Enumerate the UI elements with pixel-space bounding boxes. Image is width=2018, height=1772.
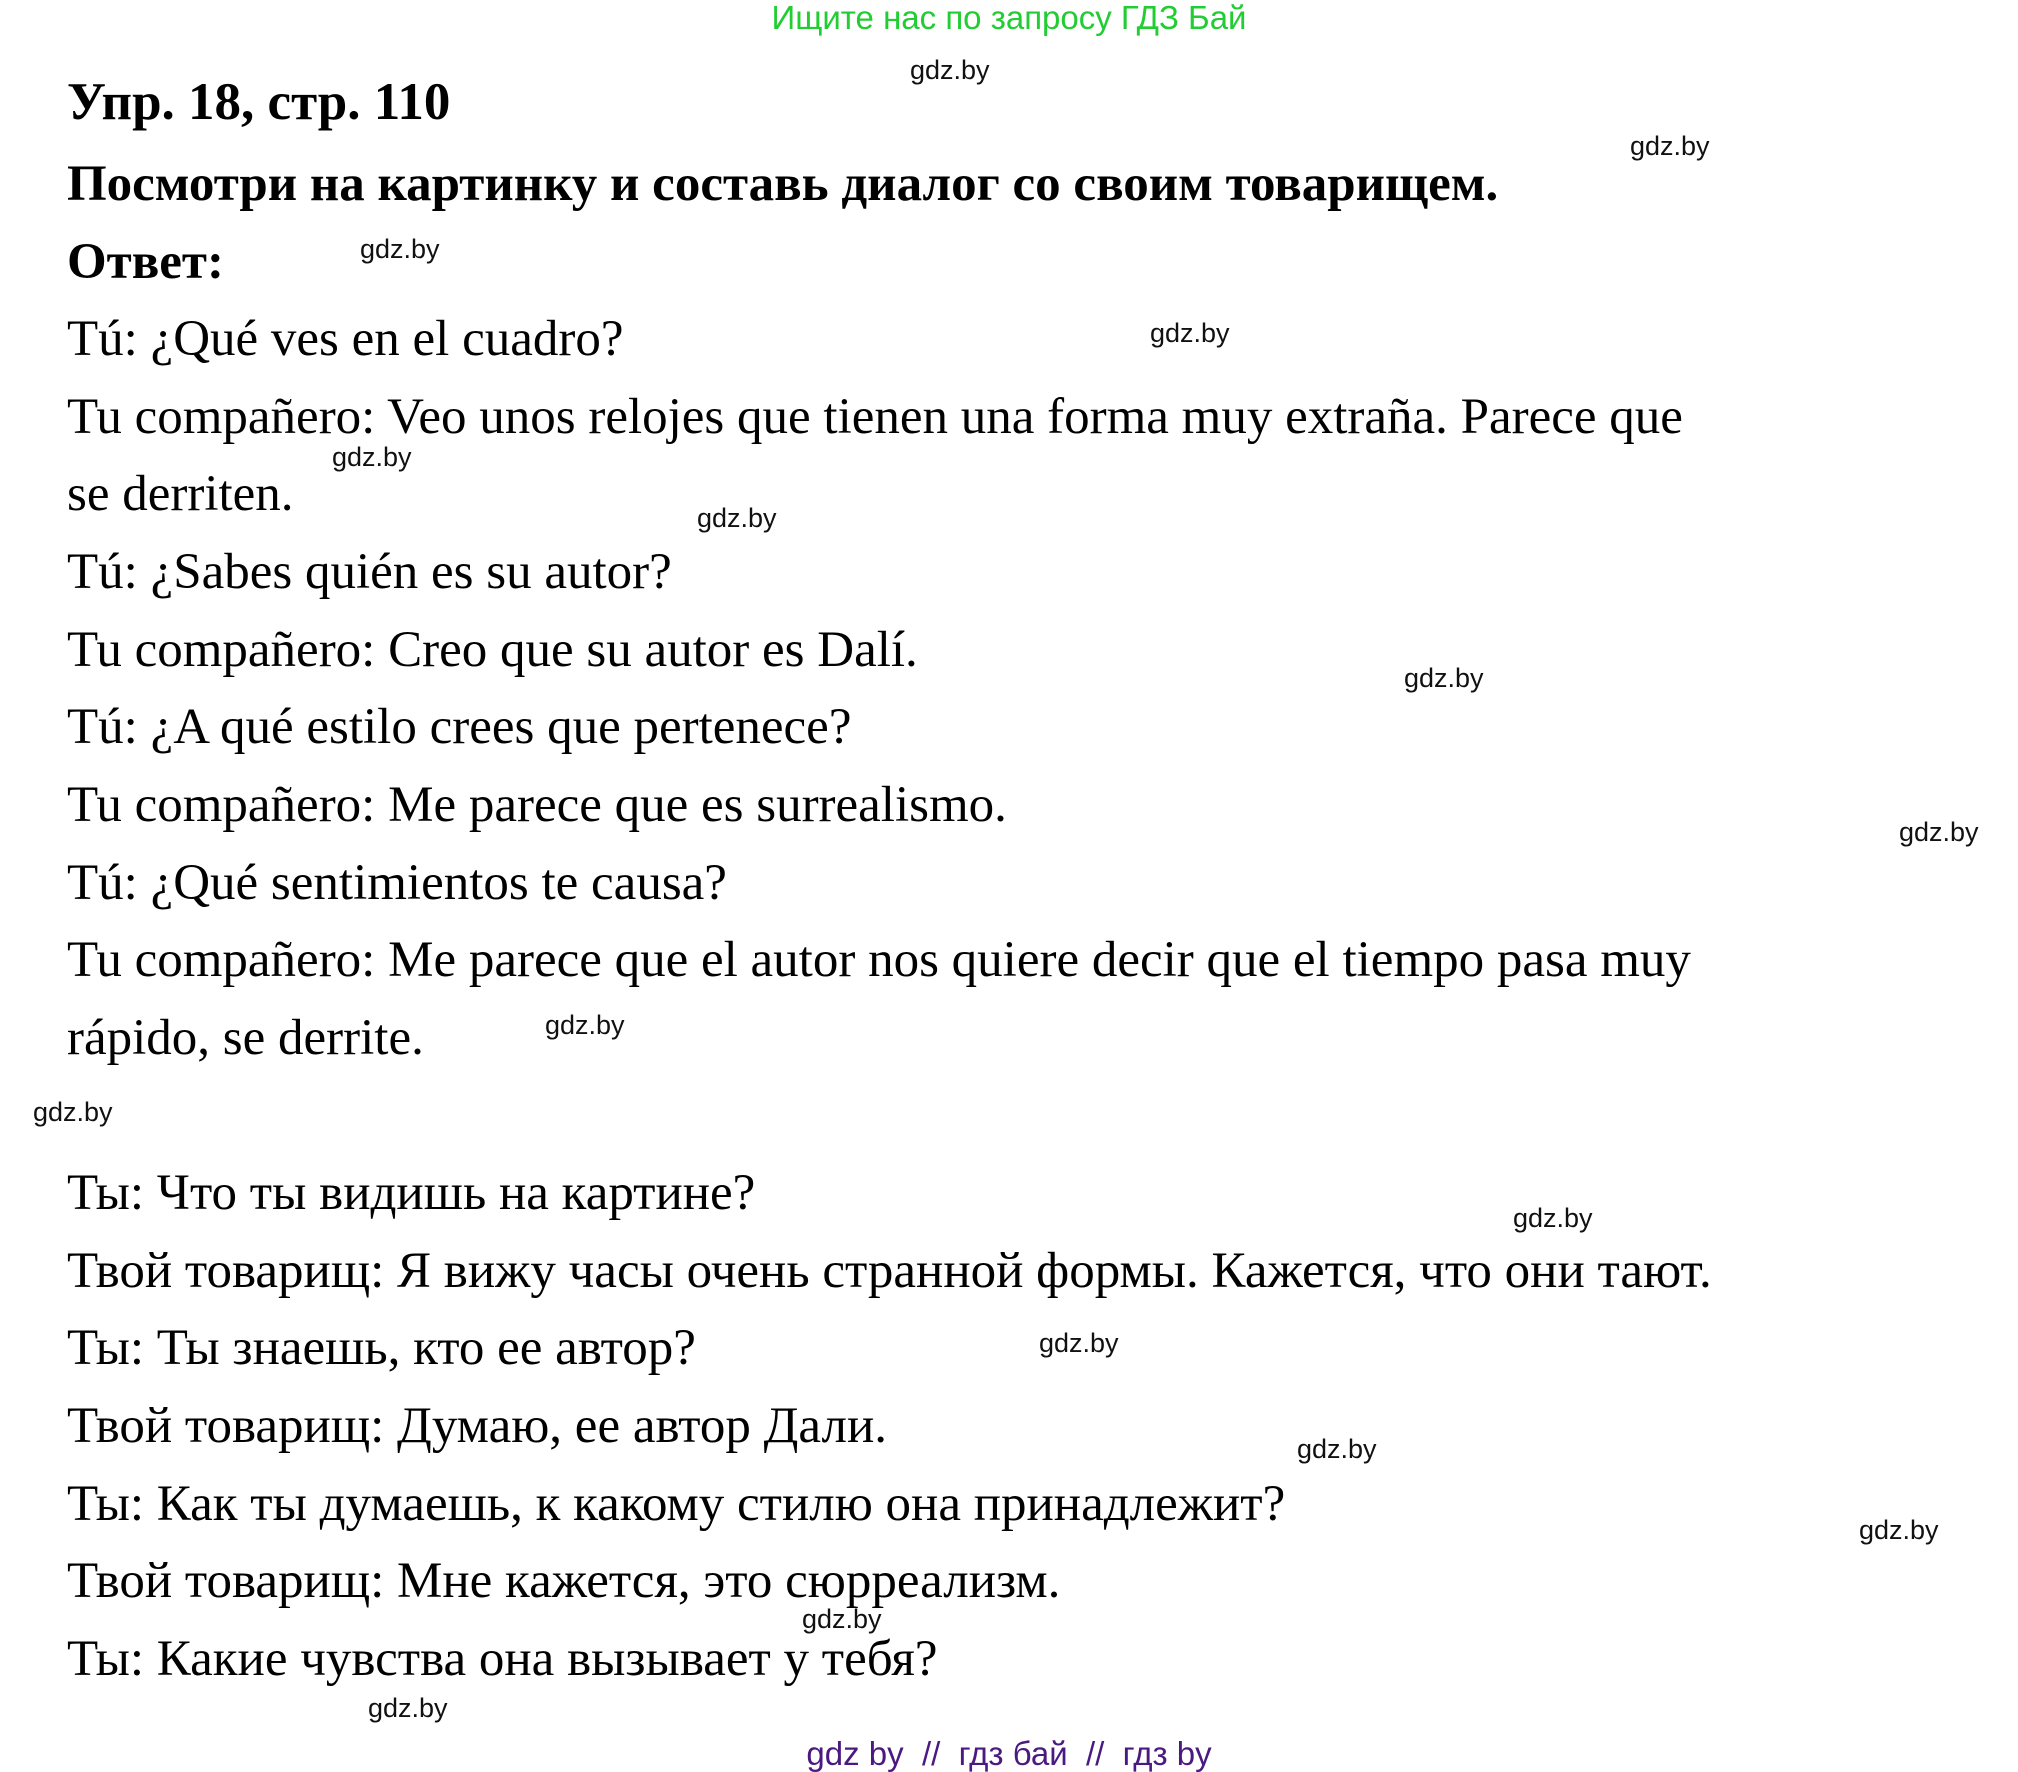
dialog-line: Твой товарищ: Я вижу часы очень странной формы. Кажется, что они тают.: [67, 1243, 1712, 1299]
watermark: gdz.by: [545, 1010, 625, 1040]
dialog-line: Твой товарищ: Думаю, ее автор Дали.: [67, 1398, 888, 1454]
dialog-line: Tu compañero: Me parece que es surrealismo.: [67, 777, 1007, 833]
watermark: gdz.by: [910, 55, 990, 85]
dialog-line: Tú: ¿Qué sentimientos te causa?: [67, 855, 727, 911]
watermark: gdz.by: [1039, 1328, 1119, 1358]
watermark: gdz.by: [802, 1604, 882, 1634]
watermark: gdz.by: [33, 1097, 113, 1127]
dialog-line: Tu compañero: Me parece que el autor nos quiere decir que el tiempo pasa muy: [67, 932, 1691, 988]
search-banner: Ищите нас по запросу ГДЗ Бай: [771, 0, 1247, 36]
watermark: gdz.by: [1297, 1434, 1377, 1464]
dialog-line: Ты: Что ты видишь на картине?: [67, 1165, 756, 1221]
watermark: gdz.by: [697, 503, 777, 533]
dialog-line: Tu compañero: Veo unos relojes que tienen una forma muy extraña. Parece que: [67, 389, 1683, 445]
watermark: gdz.by: [368, 1693, 448, 1723]
task-instruction: Посмотри на картинку и составь диалог со своим товарищем.: [67, 156, 1499, 212]
watermark: gdz.by: [1404, 663, 1484, 693]
watermark: gdz.by: [332, 442, 412, 472]
dialog-line: Tú: ¿Sabes quién es su autor?: [67, 544, 672, 600]
dialog-line: rápido, se derrite.: [67, 1010, 424, 1066]
watermark: gdz.by: [1899, 817, 1979, 847]
dialog-line: Tú: ¿Qué ves en el cuadro?: [67, 311, 624, 367]
dialog-line: Твой товарищ: Мне кажется, это сюрреализм.: [67, 1553, 1061, 1609]
dialog-line: Tu compañero: Creo que su autor es Dalí.: [67, 622, 918, 678]
watermark: gdz.by: [1513, 1203, 1593, 1233]
exercise-title: Упр. 18, стр. 110: [67, 73, 451, 131]
watermark: gdz.by: [1859, 1515, 1939, 1545]
dialog-line: Tú: ¿A qué estilo crees que pertenece?: [67, 699, 852, 755]
footer-links: gdz by // гдз бай // гдз by: [806, 1735, 1212, 1772]
watermark: gdz.by: [1150, 318, 1230, 348]
dialog-line: Ты: Какие чувства она вызывает у тебя?: [67, 1631, 938, 1687]
dialog-line: Ты: Ты знаешь, кто ее автор?: [67, 1320, 696, 1376]
watermark: gdz.by: [1630, 131, 1710, 161]
watermark: gdz.by: [360, 234, 440, 264]
dialog-line: Ты: Как ты думаешь, к какому стилю она принадлежит?: [67, 1476, 1286, 1532]
dialog-line: se derriten.: [67, 466, 294, 522]
answer-label: Ответ:: [67, 234, 224, 290]
